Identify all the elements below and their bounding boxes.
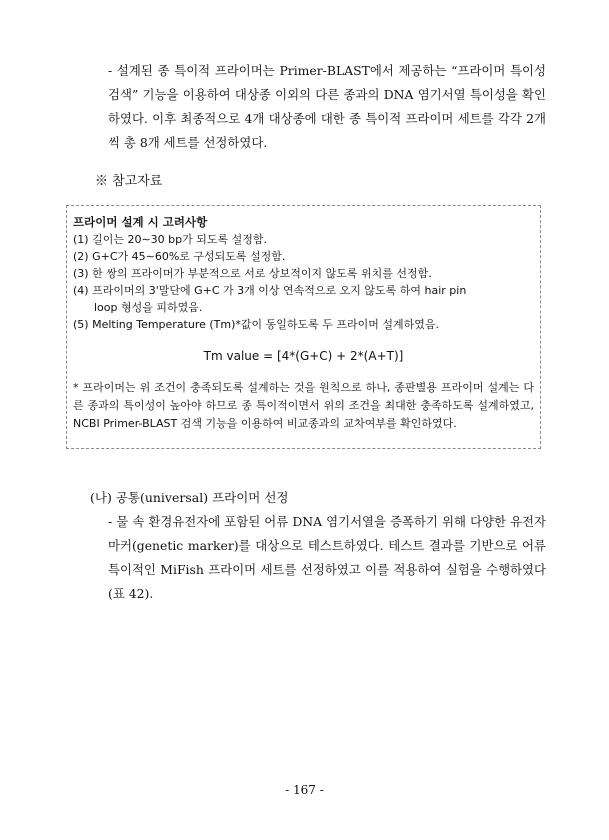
- section-heading: (나) 공통(universal) 프라이머 선정: [90, 490, 289, 505]
- consideration-item-1: (1) 길이는 20∼30 bp가 되도록 설정함.: [73, 233, 267, 246]
- section-paragraph: - 물 속 환경유전자에 포함된 어류 DNA 염기서열을 증폭하기 위해 다양한 유전자 마커(genetic marker)를 대상으로 테스트하였다. 테스트 결과를 기반으로 어류 특이적인 MiFish 프라이머 세트를 선정하였고 이를 적용하여 실험을 수행하였다(표 42).: [108, 514, 546, 601]
- intro-paragraph: - 설계된 종 특이적 프라이머는 Primer-BLAST에서 제공하는 “프라이머 특이성 검색” 기능을 이용하여 대상종 이외의 다른 종과의 DNA 염기서열 특이성을 확인하였다. 이후 최종적으로 4개 대상종에 대한 종 특이적 프라이머 세트를 각각 2개씩 총 8개 세트를 선정하였다.: [108, 63, 546, 150]
- consideration-item-4-continued: loop 형성을 피하였음.: [94, 301, 203, 314]
- consideration-item-5: (5) Melting Temperature (Tm)*값이 동일하도록 두 프라이머 설계하였음.: [73, 318, 440, 331]
- reference-note: * 프라이머는 위 조건이 충족되도록 설계하는 것을 원칙으로 하나, 종판별용 프라이머 설계는 다른 종과의 특이성이 높아야 하므로 종 특이적이면서 위의 조건을 최대한 충족하도록 설계하였고, NCBI Primer-BLAST 검색 기능을 이용하여 비교종과의 교차여부를 확인하였다.: [73, 381, 534, 430]
- consideration-item-4: (4) 프라이머의 3'말단에 G+C 가 3개 이상 연속적으로 오지 않도록 하여 hair pin: [73, 284, 467, 297]
- consideration-item-2: (2) G+C가 45∼60%로 구성되도록 설정함.: [73, 250, 286, 263]
- page-number: - 167 -: [285, 783, 324, 797]
- reference-heading: ※ 참고자료: [95, 174, 163, 189]
- tm-formula: Tm value = [4*(G+C) + 2*(A+T)]: [203, 349, 404, 363]
- consideration-item-3: (3) 한 쌍의 프라이머가 부분적으로 서로 상보적이지 않도록 위치를 선정함.: [73, 267, 432, 280]
- reference-box: [66, 205, 541, 449]
- reference-box-title: 프라이머 설계 시 고려사항: [73, 215, 208, 229]
